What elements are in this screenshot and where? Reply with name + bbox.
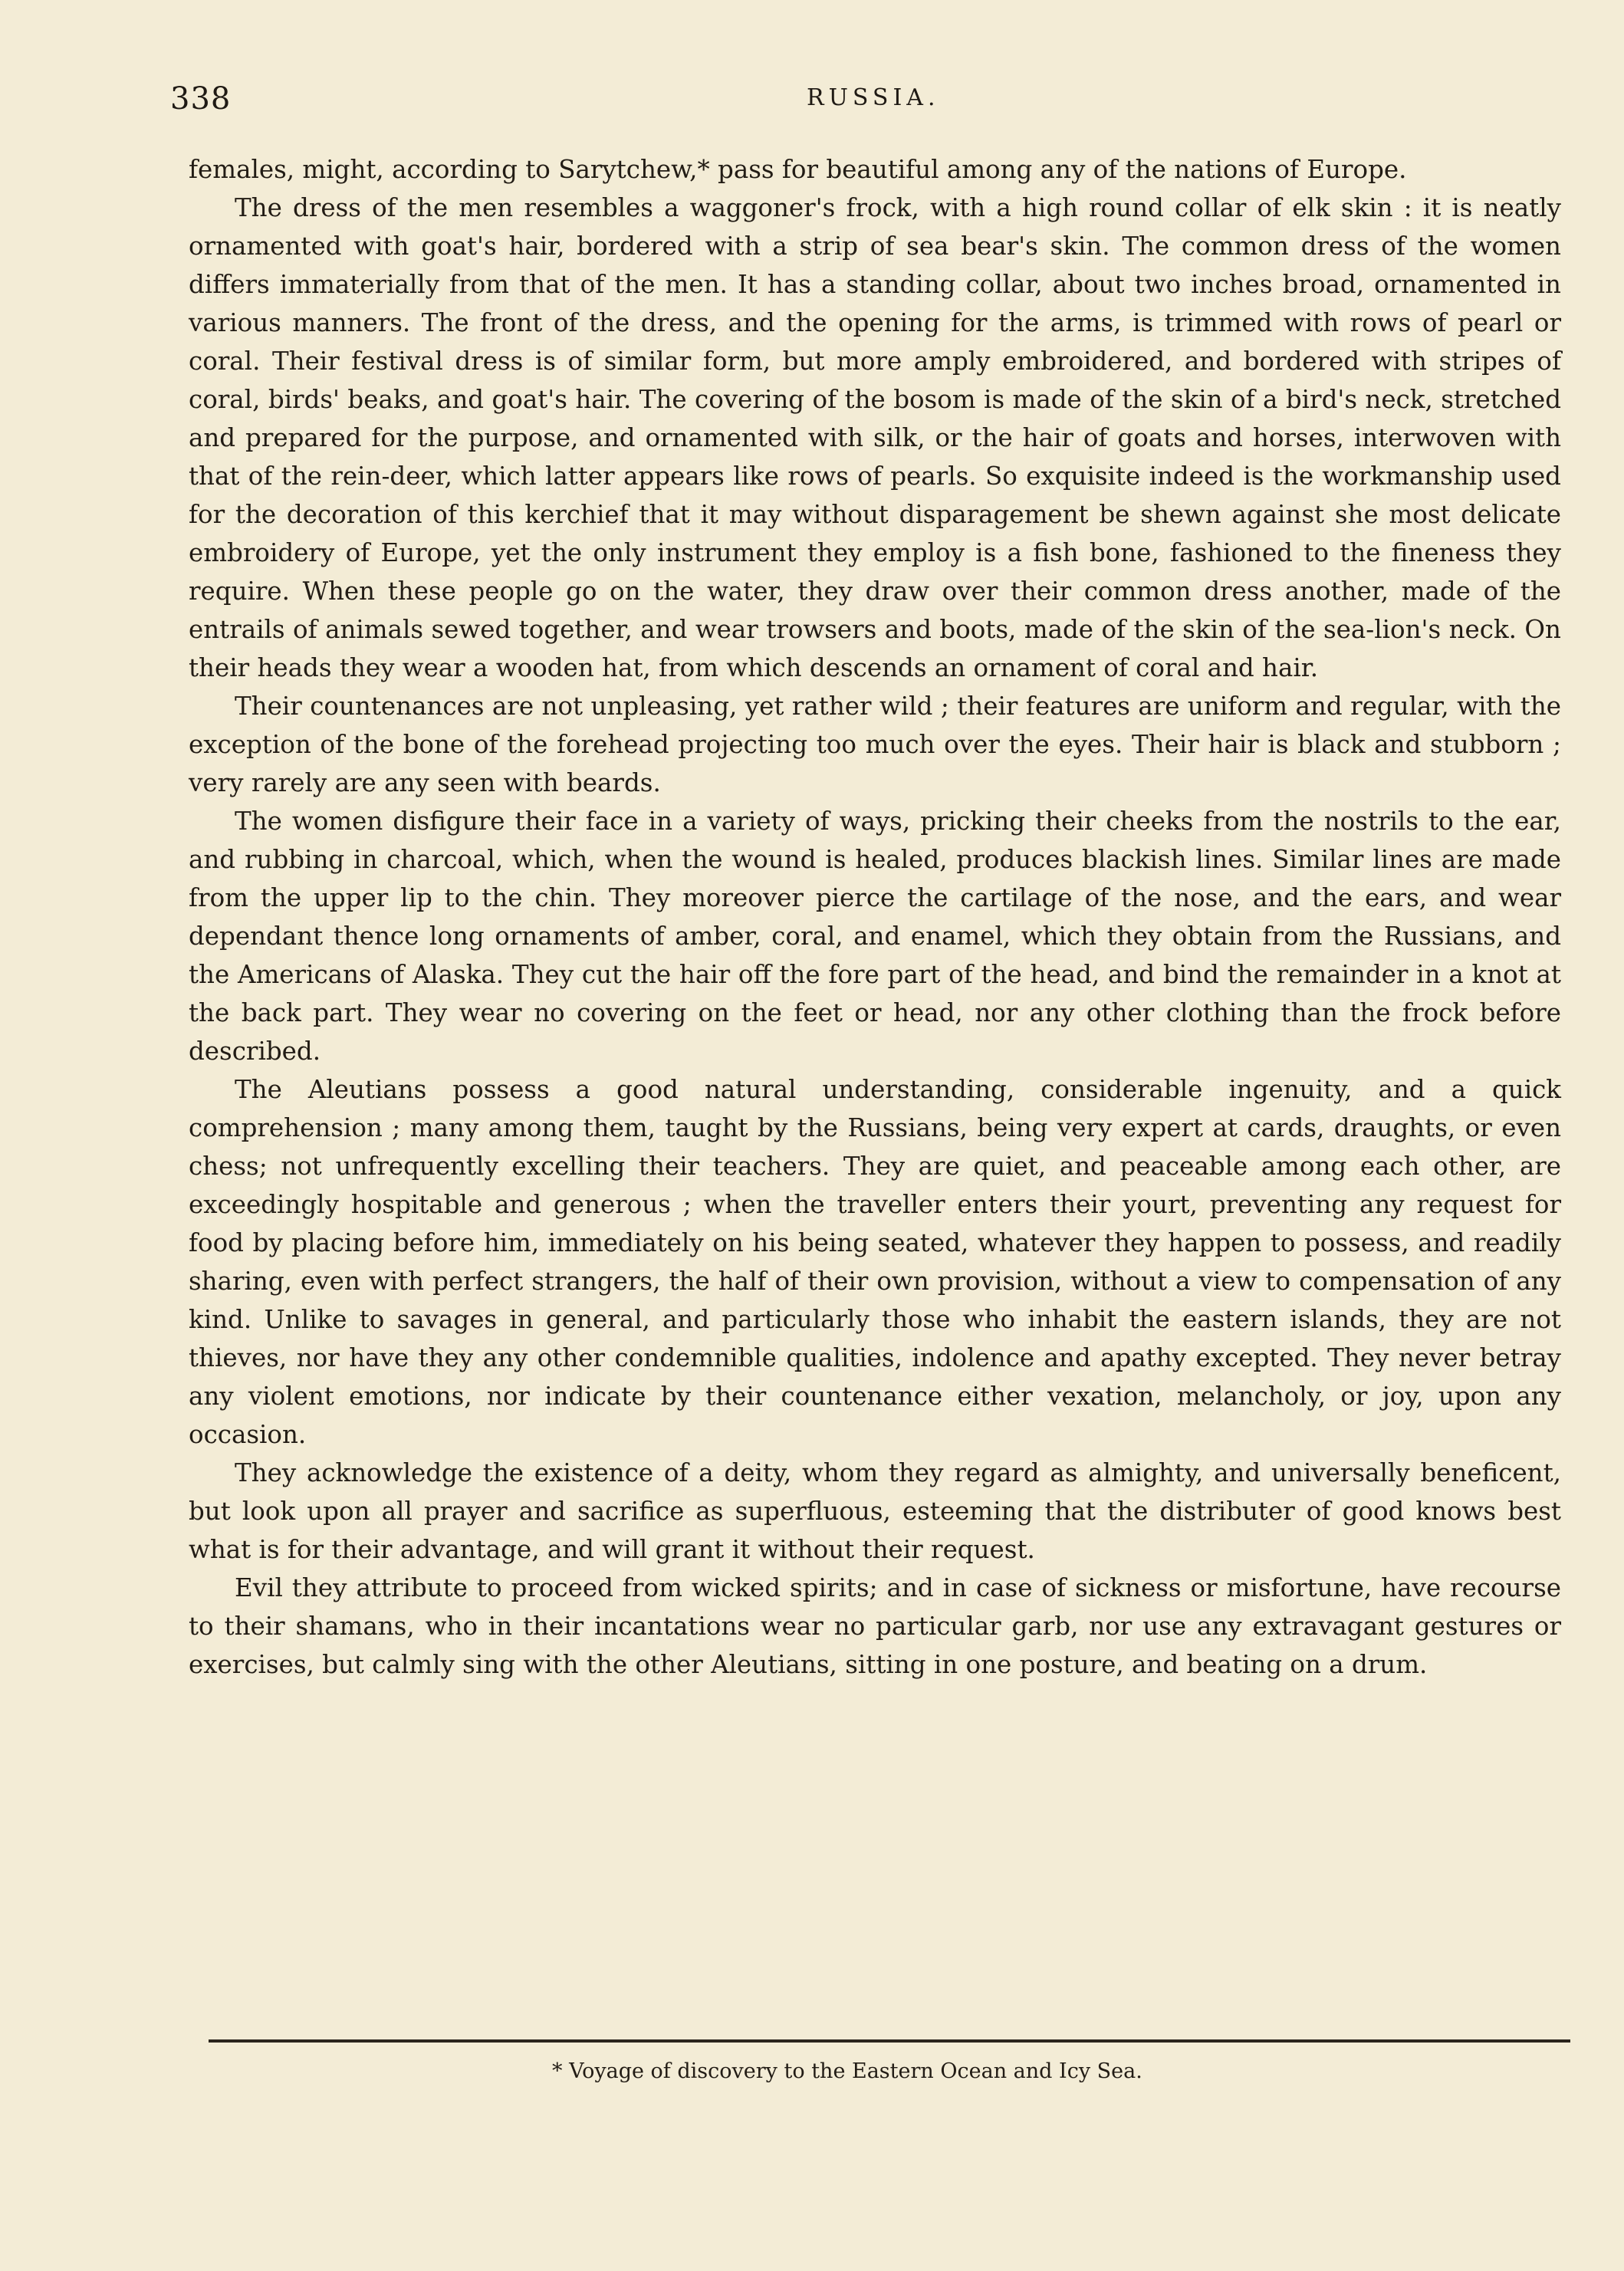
paragraph-evil-spirits: Evil they attribute to proceed from wicked spirits; and in case of sickness or misfortune, have recourse to their shamans, who in their incantations wear no particular garb, nor use any extravagant gestures or exercises, but calmly sing with the other Aleutians, sitting in one posture, and beating on a drum.	[189, 1573, 1561, 1679]
paragraph-deity: They acknowledge the existence of a deity, whom they regard as almighty, and universally beneficent, but look upon all prayer and sacrifice as superfluous, esteeming that the distributer of good knows best what is for their advantage, and will grant it without their request.	[189, 1458, 1561, 1564]
paragraph-character: The Aleutians possess a good natural understanding, considerable ingenuity, and a quick comprehension ; many among them, taught by the Russians, being very expert at cards, draughts, or even chess; not unfrequently excelling their teachers. They are quiet, and peaceable among each other, are exceedingly hospitable and generous ; when the traveller enters their yourt, preventing any request for food by placing before him, immediately on his being seated, whatever they happen to possess, and readily sharing, even with perfect strangers, the half of their own provision, without a view to compensation of any kind. Unlike to savages in general, and particularly those who inhabit the eastern islands, they are not thieves, nor have they any other condemnible qualities, indolence and apathy excepted. They never betray any violent emotions, nor indicate by their countenance either vexation, melancholy, or joy, upon any occasion.	[189, 1075, 1561, 1449]
paragraph-dress: The dress of the men resembles a waggoner's frock, with a high round collar of elk skin : it is neatly ornamented with goat's hair, bordered with a strip of sea bear's skin. The common dress of the women differs immaterially from that of the men. It has a standing collar, about two inches broad, ornamented in various manners. The front of the dress, and the opening for the arms, is trimmed with rows of pearl or coral. Their festival dress is of similar form, but more amply embroidered, and bordered with stripes of coral, birds' beaks, and goat's hair. The covering of the bosom is made of the skin of a bird's neck, stretched and prepared for the purpose, and ornamented with silk, or the hair of goats and horses, interwoven with that of the rein-deer, which latter appears like rows of pearls. So exquisite indeed is the workmanship used for the decoration of this kerchief that it may without disparagement be shewn against she most delicate embroidery of Europe, yet the only instrument they employ is a fish bone, fashioned to the fineness they require. When these people go on the water, they draw over their common dress another, made of the entrails of animals sewed together, and wear trowsers and boots, made of the skin of the sea-lion's neck. On their heads they wear a wooden hat, from which descends an ornament of coral and hair.	[189, 193, 1561, 682]
paragraph-continued: females, might, according to Sarytchew,* pass for beautiful among any of the nations of Europe.	[189, 155, 1407, 184]
paragraph-countenances: Their countenances are not unpleasing, yet rather wild ; their features are uniform and regular, with the exception of the bone of the forehead projecting too much over the eyes. Their hair is black and stubborn ; very rarely are any seen with beards.	[189, 692, 1561, 797]
page-number: 338	[170, 81, 232, 117]
running-title: RUSSIA.	[807, 84, 940, 111]
paragraph-women: The women disfigure their face in a variety of ways, pricking their cheeks from the nostrils to the ear, and rubbing in charcoal, which, when the wound is healed, produces blackish lines. Similar lines are made from the upper lip to the chin. They moreover pierce the cartilage of the nose, and the ears, and wear dependant thence long ornaments of amber, coral, and enamel, which they obtain from the Russians, and the Americans of Alaska. They cut the hair off the fore part of the head, and bind the remainder in a knot at the back part. They wear no covering on the feet or head, nor any other clothing than the frock before described.	[189, 807, 1561, 1066]
footnote-rule	[209, 2039, 1570, 2043]
footnote: * Voyage of discovery to the Eastern Ocean and Icy Sea.	[552, 2059, 1142, 2083]
running-head	[170, 74, 1566, 120]
body-text	[189, 150, 1561, 1684]
